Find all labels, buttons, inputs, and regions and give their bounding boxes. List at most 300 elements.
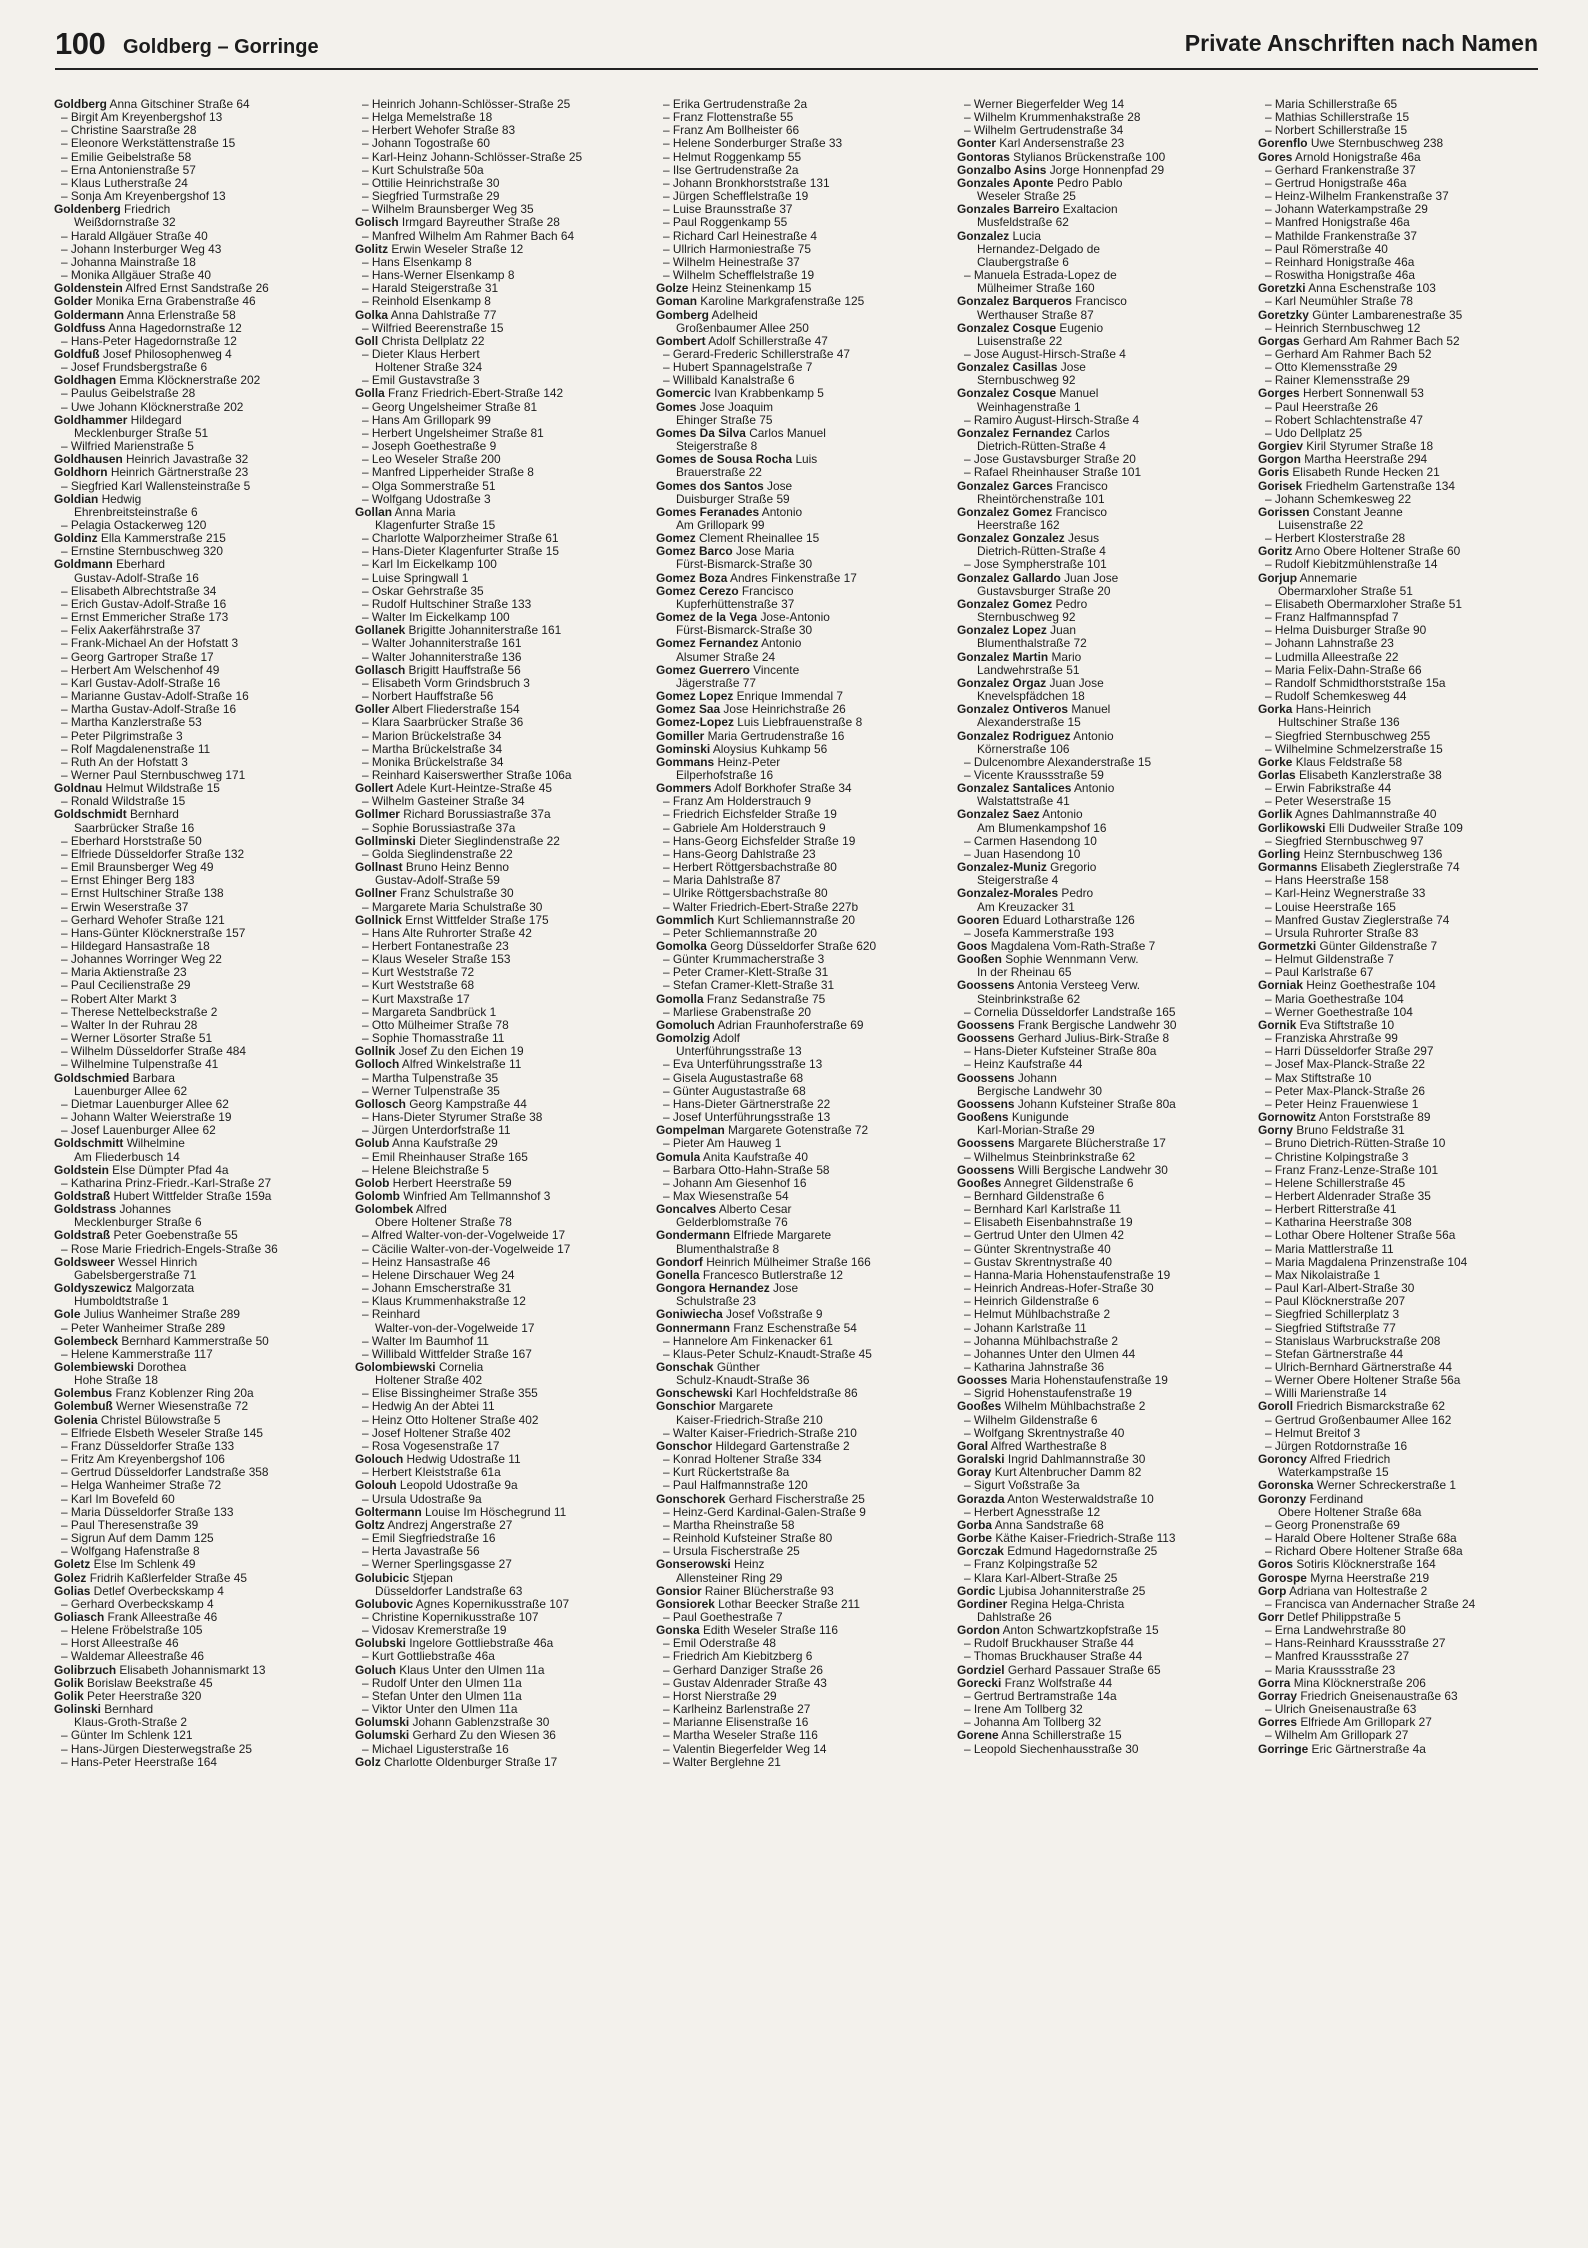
entry-text: Hans-Heinrich — [1295, 703, 1372, 717]
entry-surname: Golloch — [355, 1058, 400, 1072]
directory-entry — [656, 1558, 938, 1571]
entry-text: – Jürgen Rotdornstraße 16 — [1265, 1439, 1408, 1453]
entry-surname: Gonschewski — [656, 1387, 733, 1401]
entry-text: – Franz Düsseldorfer Straße 133 — [61, 1439, 235, 1453]
sub-entry — [355, 414, 637, 427]
directory-entry — [355, 1479, 637, 1492]
directory-entry — [1258, 1479, 1540, 1492]
entry-text: Winfried Am Tellmannshof 3 — [403, 1189, 551, 1203]
sub-entry — [656, 1545, 938, 1558]
directory-entry — [957, 861, 1239, 874]
entry-surname: Gorospe — [1258, 1571, 1307, 1585]
sub-entry — [355, 795, 637, 808]
entry-surname: Goossens — [957, 1018, 1015, 1032]
sub-entry — [656, 822, 938, 835]
sub-entry — [656, 808, 938, 821]
directory-entry — [1258, 1716, 1540, 1729]
entry-text: – Klaus Krummenhakstraße 12 — [362, 1295, 526, 1309]
sub-entry — [54, 137, 336, 150]
directory-entry — [54, 1335, 336, 1348]
directory-entry — [656, 545, 938, 558]
sub-entry — [355, 1427, 637, 1440]
entry-text: Erwin Weseler Straße 12 — [391, 242, 524, 256]
sub-entry — [355, 111, 637, 124]
sub-entry — [1258, 1374, 1540, 1387]
entry-surname: Goldberg — [54, 98, 107, 111]
entry-text: Steigerstraße 8 — [676, 440, 758, 454]
entry-text: – Alfred Walter-von-der-Vogelweide 17 — [362, 1229, 566, 1243]
sub-entry — [957, 1427, 1239, 1440]
directory-entry — [1258, 769, 1540, 782]
entry-continuation — [355, 519, 637, 532]
entry-text: – Martha Gustav-Adolf-Straße 16 — [61, 703, 237, 717]
entry-continuation — [957, 545, 1239, 558]
entry-surname: Goray — [957, 1466, 992, 1480]
sub-entry — [1258, 1045, 1540, 1058]
entry-text: – Hedwig An der Abtei 11 — [362, 1400, 495, 1414]
sub-entry — [1258, 1624, 1540, 1637]
entry-text: Franz Friedrich-Ebert-Straße 142 — [388, 387, 564, 401]
entry-text: Walter-von-der-Vogelweide 17 — [375, 1321, 535, 1335]
sub-entry — [54, 927, 336, 940]
sub-entry — [1258, 901, 1540, 914]
entry-surname: Goll — [355, 334, 379, 348]
entry-surname: Gorniak — [1258, 979, 1303, 993]
entry-text: – Rose Marie Friedrich-Engels-Straße 36 — [61, 1242, 278, 1256]
sub-entry — [355, 637, 637, 650]
entry-text: Anna Maria — [394, 505, 456, 519]
entry-text: Obermarxloher Straße 51 — [1278, 584, 1413, 598]
entry-continuation — [957, 309, 1239, 322]
directory-entry — [1258, 387, 1540, 400]
entry-text: – Heinz Hansastraße 46 — [362, 1255, 491, 1269]
entry-text: Antonio — [1073, 729, 1114, 743]
entry-surname: Goossens — [957, 1163, 1015, 1177]
sub-entry — [355, 730, 637, 743]
entry-text: Elfriede Am Grillopark 27 — [1300, 1716, 1432, 1730]
entry-text: Ljubisa Johanniterstraße 25 — [998, 1584, 1146, 1598]
sub-entry — [54, 230, 336, 243]
entry-surname: Gorlikowski — [1258, 821, 1326, 835]
entry-surname: Gomolka — [656, 940, 707, 953]
entry-text: Hultschiner Straße 136 — [1278, 716, 1400, 730]
sub-entry — [54, 1243, 336, 1256]
entry-text: Ehinger Straße 75 — [676, 413, 773, 427]
sub-entry — [355, 230, 637, 243]
directory-entry — [355, 703, 637, 716]
sub-entry — [957, 1716, 1239, 1729]
entry-text: Kaiser-Friedrich-Straße 210 — [676, 1413, 823, 1427]
directory-entry — [54, 1203, 336, 1216]
entry-continuation — [957, 190, 1239, 203]
entry-text: – Paulus Geibelstraße 28 — [61, 387, 196, 401]
sub-entry — [54, 545, 336, 558]
sub-entry — [54, 361, 336, 374]
sub-entry — [355, 848, 637, 861]
entry-surname: Goldschmitt — [54, 1137, 124, 1151]
entry-text: Irmgard Bayreuther Straße 28 — [401, 216, 560, 230]
sub-entry — [54, 677, 336, 690]
sub-entry — [54, 1479, 336, 1492]
directory-entry — [54, 1164, 336, 1177]
sub-entry — [355, 466, 637, 479]
entry-surname: Gorenflo — [1258, 137, 1308, 151]
entry-continuation — [957, 901, 1239, 914]
entry-continuation — [957, 256, 1239, 269]
entry-text: – Horst Nierstraße 29 — [663, 1689, 777, 1703]
entry-text: – Werner Obere Holtener Straße 56a — [1265, 1374, 1461, 1388]
entry-text: – Hans Heerstraße 158 — [1265, 874, 1389, 888]
entry-surname: Goldstraß — [54, 1189, 111, 1203]
entry-surname: Gonserowski — [656, 1558, 731, 1572]
directory-entry — [656, 690, 938, 703]
directory-entry — [54, 1572, 336, 1585]
entry-text: – Walter Johanniterstraße 161 — [362, 637, 522, 651]
entry-text: – Johannes Worringer Weg 22 — [61, 953, 222, 967]
page-name-range: Goldberg – Gorringe — [123, 36, 319, 58]
sub-entry — [54, 835, 336, 848]
directory-entry — [1258, 572, 1540, 585]
sub-entry — [656, 1743, 938, 1756]
sub-entry — [355, 1124, 637, 1137]
entry-text: – Michael Ligusterstraße 16 — [362, 1742, 509, 1756]
sub-entry — [355, 1006, 637, 1019]
entry-text: Gustavsburger Straße 20 — [977, 584, 1111, 598]
entry-text: Willi Bergische Landwehr 30 — [1017, 1163, 1168, 1177]
entry-text: – Ramiro August-Hirsch-Straße 4 — [964, 413, 1140, 427]
entry-text: – Johanna Mainstraße 18 — [61, 255, 196, 269]
entry-text: – Günter Krummacherstraße 3 — [663, 953, 825, 967]
sub-entry — [957, 1703, 1239, 1716]
directory-entry — [355, 1453, 637, 1466]
directory-entry — [355, 624, 637, 637]
directory-entry — [1258, 309, 1540, 322]
sub-entry — [1258, 690, 1540, 703]
entry-text: Fridrih Kaßlerfelder Straße 45 — [89, 1571, 247, 1585]
directory-entry — [355, 1361, 637, 1374]
entry-text: Kurt Schliemannstraße 20 — [717, 913, 855, 927]
directory-entry — [355, 243, 637, 256]
entry-surname: Golubovic — [355, 1597, 414, 1611]
entry-text: – Joseph Goethestraße 9 — [362, 440, 497, 454]
sub-entry — [355, 1243, 637, 1256]
directory-entry — [656, 1229, 938, 1242]
directory-entry — [54, 782, 336, 795]
entry-text: Detlef Philippstraße 5 — [1287, 1610, 1401, 1624]
sub-entry — [355, 1072, 637, 1085]
entry-continuation — [957, 664, 1239, 677]
entry-surname: Gorlik — [1258, 808, 1293, 822]
entry-text: – Gerhard Overbeckskamp 4 — [61, 1597, 214, 1611]
entry-text: Pedro — [1055, 597, 1088, 611]
entry-text: Lucia — [1012, 229, 1041, 243]
entry-text: Agnes Dahlmannstraße 40 — [1295, 808, 1437, 822]
entry-continuation — [54, 1374, 336, 1387]
entry-text: In der Rheinau 65 — [977, 966, 1072, 980]
entry-text: Anna Sandstraße 68 — [994, 1518, 1104, 1532]
sub-entry — [957, 1361, 1239, 1374]
entry-surname: Goldhausen — [54, 453, 123, 467]
entry-text: Enrique Immendal 7 — [736, 690, 844, 704]
directory-entry — [957, 1111, 1239, 1124]
directory-entry — [957, 1032, 1239, 1045]
entry-text: Steinbrinkstraße 62 — [977, 992, 1081, 1006]
sub-entry — [656, 269, 938, 282]
entry-text: Alberto Cesar — [718, 1203, 792, 1217]
entry-text: – Gertrud Honigstraße 46a — [1265, 176, 1407, 190]
entry-text: – Erika Gertrudenstraße 2a — [663, 98, 808, 111]
entry-text: – Emil Rheinhauser Straße 165 — [362, 1150, 528, 1164]
directory-entry — [957, 572, 1239, 585]
sub-entry — [1258, 651, 1540, 664]
entry-continuation — [54, 822, 336, 835]
entry-text: Am Blumenkampshof 16 — [977, 821, 1107, 835]
directory-entry — [957, 1466, 1239, 1479]
directory-entry — [54, 309, 336, 322]
entry-text: Körnerstraße 106 — [977, 742, 1070, 756]
page-number: 100 — [55, 26, 106, 61]
entry-surname: Gonzales Barreiro — [957, 203, 1060, 217]
entry-surname: Goretzki — [1258, 282, 1306, 296]
entry-surname: Gomez — [656, 532, 696, 546]
sub-entry — [656, 1650, 938, 1663]
directory-entry — [656, 730, 938, 743]
entry-surname: Gommlich — [656, 913, 715, 927]
entry-text: Franz Koblenzer Ring 20a — [115, 1387, 254, 1401]
entry-surname: Goroncy — [1258, 1453, 1307, 1467]
entry-surname: Goldstrass — [54, 1203, 117, 1217]
sub-entry — [957, 1572, 1239, 1585]
directory-entry — [957, 1019, 1239, 1032]
entry-text: Luisenstraße 22 — [977, 334, 1063, 348]
entry-surname: Gorke — [1258, 755, 1293, 769]
entry-surname: Goossens — [957, 1097, 1015, 1111]
sub-entry — [656, 1716, 938, 1729]
entry-text: – Dieter Klaus Herbert — [362, 347, 480, 361]
entry-surname: Gollmer — [355, 808, 400, 822]
sub-entry — [355, 966, 637, 979]
entry-surname: Goldian — [54, 492, 99, 506]
directory-entry — [54, 493, 336, 506]
entry-text: Adolf Borkhofer Straße 34 — [714, 782, 852, 796]
directory-entry — [957, 887, 1239, 900]
directory-entry — [1258, 703, 1540, 716]
sub-entry — [54, 769, 336, 782]
entry-continuation — [957, 611, 1239, 624]
sub-entry — [54, 585, 336, 598]
directory-entry — [656, 1387, 938, 1400]
directory-entry — [656, 532, 938, 545]
sub-entry — [355, 756, 637, 769]
directory-entry — [54, 1190, 336, 1203]
entry-text: – Wilhelmine Tulpenstraße 41 — [61, 1058, 219, 1072]
entry-surname: Goronska — [1258, 1479, 1314, 1493]
entry-text: Karl-Morian-Straße 29 — [977, 1124, 1095, 1138]
directory-entry — [54, 1256, 336, 1269]
entry-text: – Martha Rheinstraße 58 — [663, 1518, 795, 1532]
directory-entry — [54, 1229, 336, 1242]
entry-text: Gustav-Adolf-Straße 59 — [375, 874, 500, 888]
entry-surname: Gomez Lopez — [656, 690, 734, 704]
sub-entry — [656, 927, 938, 940]
sub-entry — [656, 979, 938, 992]
entry-text: Francisco — [1056, 479, 1108, 493]
entry-continuation — [54, 1295, 336, 1308]
sub-entry — [355, 1019, 637, 1032]
entry-text: Schulstraße 23 — [676, 1295, 756, 1309]
entry-text: – Barbara Otto-Hahn-Straße 58 — [663, 1163, 830, 1177]
entry-text: Günter Lambarenestraße 35 — [1312, 308, 1463, 322]
sub-entry — [54, 1637, 336, 1650]
directory-entry — [1258, 1453, 1540, 1466]
sub-entry — [1258, 1650, 1540, 1663]
entry-continuation — [656, 1572, 938, 1585]
entry-text: Sternbuschweg 92 — [977, 374, 1076, 388]
entry-surname: Goossens — [957, 1071, 1015, 1085]
directory-entry — [957, 808, 1239, 821]
entry-text: Josef Zu den Eichen 19 — [398, 1045, 524, 1059]
entry-text: – Hans-Werner Elsenkamp 8 — [362, 269, 515, 283]
entry-text: – Ulrich Gneisenaustraße 63 — [1265, 1703, 1417, 1717]
directory-entry — [1258, 1677, 1540, 1690]
entry-text: – Heinz-Gerd Kardinal-Galen-Straße 9 — [663, 1505, 866, 1519]
entry-text: Anna Eschenstraße 103 — [1308, 282, 1436, 296]
entry-surname: Goldfuß — [54, 347, 100, 361]
entry-text: – Manfred Lipperheider Straße 8 — [362, 466, 534, 480]
directory-entry — [656, 585, 938, 598]
entry-text: Borislaw Beekstraße 45 — [87, 1676, 213, 1690]
sub-entry — [1258, 374, 1540, 387]
directory-entry — [1258, 940, 1540, 953]
entry-text: Else Im Schlenk 49 — [93, 1558, 196, 1572]
entry-text: – Erwin Weserstraße 37 — [61, 900, 189, 914]
entry-text: Eilperhofstraße 16 — [676, 768, 774, 782]
entry-text: Heinrich Gärtnerstraße 23 — [110, 466, 249, 480]
entry-text: – Heinrich Gildenstraße 6 — [964, 1295, 1099, 1309]
entry-surname: Gomez Fernandez — [656, 637, 759, 651]
entry-text: – Marianne Gustav-Adolf-Straße 16 — [61, 690, 249, 704]
entry-text: – Werner Sperlingsgasse 27 — [362, 1558, 512, 1572]
entry-text: Elisabeth Johannismarkt 13 — [119, 1663, 266, 1677]
entry-text: Heinrich Javastraße 32 — [126, 453, 249, 467]
sub-entry — [1258, 532, 1540, 545]
entry-text: Adrian Fraunhoferstraße 69 — [717, 1018, 864, 1032]
entry-surname: Gooßes — [957, 1176, 1002, 1190]
entry-surname: Goldschmied — [54, 1071, 130, 1085]
entry-continuation — [656, 1414, 938, 1427]
entry-text: Edmund Hagedornstraße 25 — [1007, 1545, 1158, 1559]
entry-continuation — [656, 466, 938, 479]
entry-text: – Gertrud Düsseldorfer Landstraße 358 — [61, 1466, 269, 1480]
directory-entry — [54, 558, 336, 571]
sub-entry — [957, 756, 1239, 769]
sub-entry — [1258, 1269, 1540, 1282]
entry-text: Musfeldstraße 62 — [977, 216, 1069, 230]
entry-text: Brauerstraße 22 — [676, 466, 762, 480]
entry-text: Brigitte Johanniterstraße 161 — [408, 624, 562, 638]
directory-entry — [656, 1322, 938, 1335]
entry-text: – Katharina Heerstraße 308 — [1265, 1216, 1412, 1230]
sub-entry — [355, 1111, 637, 1124]
entry-text: Dorothea — [137, 1361, 187, 1374]
entry-continuation — [656, 558, 938, 571]
directory-entry — [1258, 506, 1540, 519]
entry-text: – Eberhard Horststraße 50 — [61, 834, 202, 848]
sub-entry — [54, 795, 336, 808]
entry-text: Klagenfurter Straße 15 — [375, 519, 496, 532]
entry-text: – Marion Brückelstraße 34 — [362, 729, 502, 743]
sub-entry — [355, 572, 637, 585]
sub-entry — [355, 1743, 637, 1756]
sub-entry — [656, 216, 938, 229]
entry-text: – Walter Kaiser-Friedrich-Straße 210 — [663, 1426, 857, 1440]
entry-surname: Gollner — [355, 887, 397, 901]
directory-column — [54, 98, 336, 2223]
entry-surname: Gole — [54, 1308, 81, 1322]
sub-entry — [1258, 401, 1540, 414]
entry-text: – Josefa Kammerstraße 193 — [964, 926, 1115, 940]
sub-entry — [656, 1111, 938, 1124]
sub-entry — [355, 545, 637, 558]
entry-text: Bruno Heinz Benno — [405, 861, 510, 875]
entry-text: – Wilfried Marienstraße 5 — [61, 440, 194, 454]
directory-entry — [1258, 1743, 1540, 1756]
entry-text: – Johanna Mühlbachstraße 2 — [964, 1334, 1119, 1348]
entry-text: Dietrich-Rütten-Straße 4 — [977, 440, 1106, 454]
entry-text: Heerstraße 162 — [977, 519, 1060, 532]
entry-surname: Gonzalez Gallardo — [957, 571, 1061, 585]
entry-text: – Hans Alte Ruhrorter Straße 42 — [362, 926, 532, 940]
entry-surname: Gorringe — [1258, 1742, 1309, 1756]
sub-entry — [656, 1190, 938, 1203]
sub-entry — [54, 1743, 336, 1756]
entry-text: Hildegard — [130, 413, 182, 427]
directory-entry — [957, 1677, 1239, 1690]
entry-text: – Peter Wanheimer Straße 289 — [61, 1321, 226, 1335]
directory-entry — [656, 703, 938, 716]
entry-text: – Margarete Maria Schulstraße 30 — [362, 900, 543, 914]
entry-continuation — [54, 1716, 336, 1729]
entry-text: – Manfred Kraussstraße 27 — [1265, 1650, 1410, 1664]
directory-entry — [656, 387, 938, 400]
entry-surname: Gorp — [1258, 1584, 1287, 1598]
directory-entry — [656, 309, 938, 322]
directory-entry — [957, 1400, 1239, 1413]
entry-text: Frank Bergische Landwehr 30 — [1017, 1018, 1177, 1032]
entry-text: – Hans-Dieter Styrumer Straße 38 — [362, 1111, 543, 1125]
directory-entry — [957, 1374, 1239, 1387]
entry-text: – Herbert Am Welschenhof 49 — [61, 663, 220, 677]
entry-continuation — [957, 637, 1239, 650]
sub-entry — [656, 348, 938, 361]
directory-entry — [656, 506, 938, 519]
directory-entry — [656, 1400, 938, 1413]
sub-entry — [1258, 743, 1540, 756]
sub-entry — [1258, 1177, 1540, 1190]
sub-entry — [355, 953, 637, 966]
directory-entry — [957, 1098, 1239, 1111]
sub-entry — [54, 1177, 336, 1190]
sub-entry — [1258, 835, 1540, 848]
entry-text: Luis — [795, 453, 818, 467]
sub-entry — [54, 716, 336, 729]
directory-entry — [355, 1045, 637, 1058]
entry-surname: Gorny — [1258, 1124, 1294, 1138]
entry-text: – Heinz-Wilhelm Frankenstraße 37 — [1265, 190, 1449, 204]
entry-text: Holtener Straße 402 — [375, 1374, 483, 1388]
entry-text: – Ernstine Sternbuschweg 320 — [61, 545, 223, 559]
entry-text: – Heinrich Johann-Schlösser-Straße 25 — [362, 98, 571, 111]
